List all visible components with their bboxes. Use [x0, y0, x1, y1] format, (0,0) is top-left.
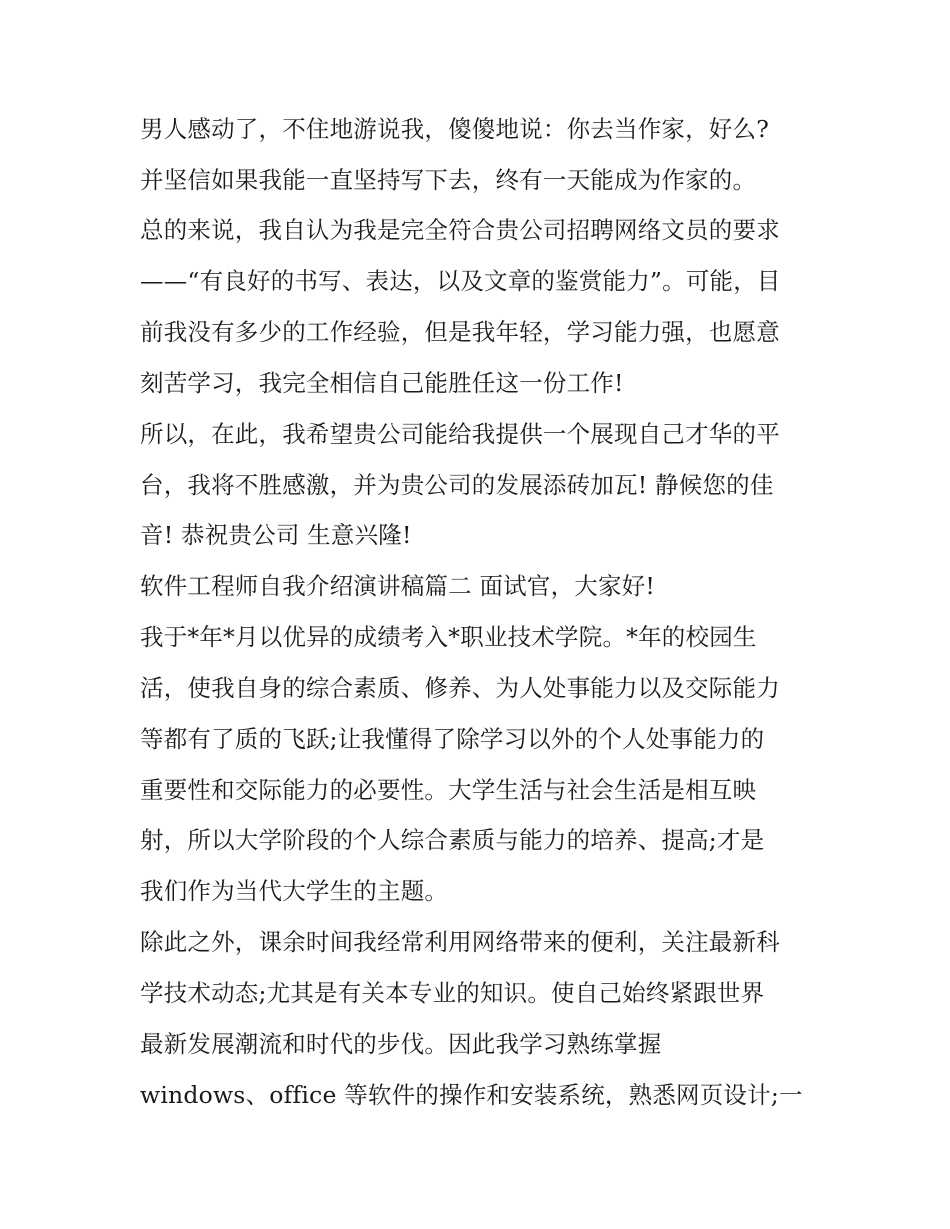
- text-line-3: 总的来说，我自认为我是完全符合贵公司招聘网络文员的要求: [140, 216, 780, 244]
- text-line-6: 刻苦学习，我完全相信自己能胜任这一份工作!: [140, 369, 624, 397]
- text-line-9: 音! 恭祝贵公司 生意兴隆!: [140, 521, 412, 549]
- text-line-18: 学技术动态;尤其是有关本专业的知识。使自己始终紧跟世界: [140, 979, 765, 1007]
- text-line-16: 我们作为当代大学生的主题。: [140, 877, 449, 905]
- text-line-19: 最新发展潮流和时代的步伐。因此我学习熟练掌握: [140, 1030, 662, 1058]
- text-line-15: 射，所以大学阶段的个人综合素质与能力的培养、提高;才是: [140, 826, 765, 854]
- text-line-17: 除此之外，课余时间我经常利用网络带来的便利，关注最新科: [140, 928, 780, 956]
- text-line-7: 所以，在此，我希望贵公司能给我提供一个展现自己才华的平: [140, 420, 780, 448]
- text-line-8: 台，我将不胜感激，并为贵公司的发展添砖加瓦! 静候您的佳: [140, 471, 774, 499]
- text-line-1: 男人感动了，不住地游说我，傻傻地说：你去当作家，好么?: [140, 115, 769, 143]
- text-line-2: 并坚信如果我能一直坚持写下去，终有一天能成为作家的。: [140, 166, 757, 194]
- text-line-5: 前我没有多少的工作经验，但是我年轻，学习能力强，也愿意: [140, 318, 780, 346]
- text-line-20: windows、office 等软件的操作和安装系统，熟悉网页设计;一: [140, 1081, 803, 1109]
- text-line-11: 我于*年*月以优异的成绩考入*职业技术学院。*年的校园生: [140, 623, 757, 651]
- text-line-4: ——“有良好的书写、表达，以及文章的鉴赏能力”。可能，目: [140, 267, 781, 295]
- text-line-12: 活，使我自身的综合素质、修养、为人处事能力以及交际能力: [140, 674, 780, 702]
- section-heading-line: 软件工程师自我介绍演讲稿篇二 面试官，大家好!: [140, 572, 656, 600]
- text-line-13: 等都有了质的飞跃;让我懂得了除学习以外的个人处事能力的: [140, 725, 765, 753]
- text-line-14: 重要性和交际能力的必要性。大学生活与社会生活是相互映: [140, 776, 757, 804]
